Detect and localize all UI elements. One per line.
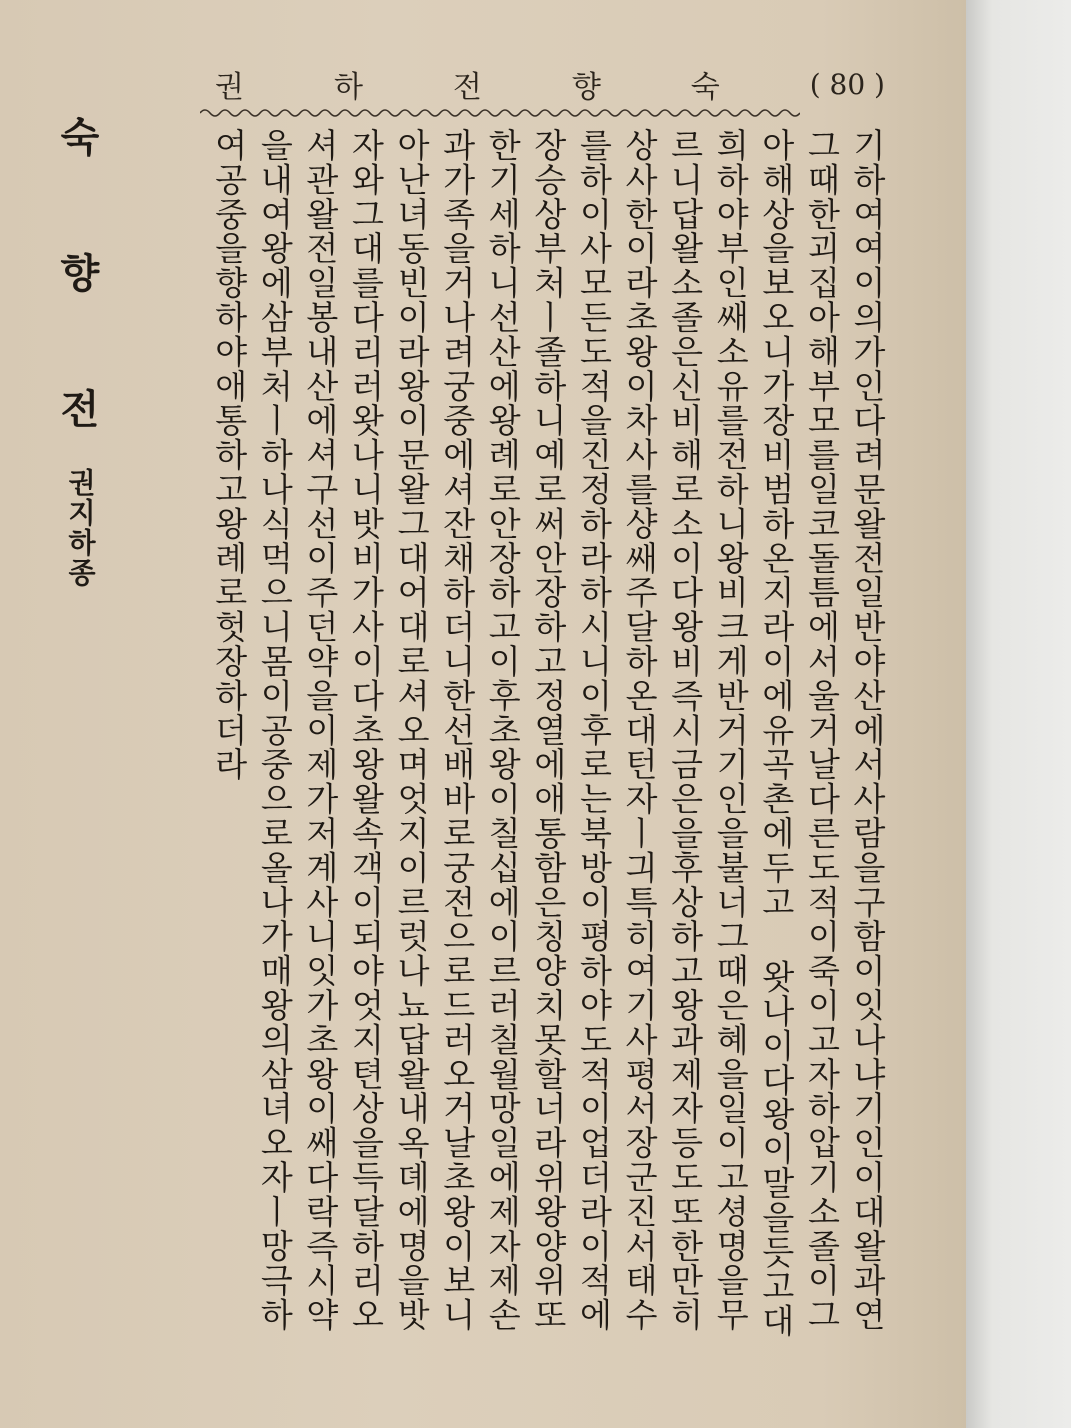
side-title-char: 전	[60, 386, 100, 433]
text-column: 을내여왕에삼부처ㅣ하나식먹으니몸이공중으로올나가매왕의삼녀오자ㅣ망극하	[255, 128, 295, 1332]
header-char: 향	[571, 70, 601, 105]
text-column: 그때한괴집아해부모를일코돌틈에서울거날다른도적이죽이고자하압기소졸이그	[802, 128, 842, 1332]
running-header	[215, 56, 885, 112]
side-title	[55, 114, 105, 588]
text-column: 기하여여이의가인다려문왈전일반야산에서사람을구함이잇나냐기인이대왈과연	[848, 128, 887, 1332]
text-column: 아해상을보오니가장비범하온지라이에유곡촌에두고 왓나이다왕이말을듯고대	[756, 128, 796, 1338]
header-char: 숙	[690, 70, 720, 105]
text-column: 아난녀동빈이라왕이문왈그대어대로셔오며엇지이르럿나뇨답왈내옥뎨에명을밧	[392, 128, 432, 1332]
text-column: 자와그대를다리러왓나니밧비가사이다초왕왈속객이되야엇지텬상을득달하리오	[346, 128, 386, 1332]
text-column: 희하야부인쌔소유를전하니왕비크게반거기인을불너그때은혜을일이고셩명을무	[711, 128, 751, 1332]
side-subtitle: 권지하종	[64, 468, 97, 588]
text-column: 한기세하니선산에왕례로안장하고이후초왕이칠십에이르러칠월망일에제자제손	[483, 128, 523, 1332]
header-char: 하	[333, 70, 363, 105]
wavy-divider	[200, 106, 800, 120]
text-column: 르니답왈소졸은신비해로소이다왕비즉시금은을후상하고왕과제자등도또한만히	[665, 128, 705, 1332]
text-column: 장승상부처ㅣ졸하니예로써안장하고정열에애통함은칭양치못할너라위왕양위또	[528, 128, 568, 1332]
text-column: 셔관왈전일봉내산에셔구선이주던약을이제가저계사니잇가초왕이쌔다락즉시약	[300, 128, 340, 1332]
text-column: 여공중을향하야애통하고왕례로헛장하더라	[209, 128, 249, 782]
header-char: 권	[215, 70, 244, 105]
side-title-char: 숙	[60, 114, 100, 161]
text-column: 과가족을거나려궁중에셔잔채하더니한선배바로궁전으로드러오거날초왕이보니	[437, 128, 477, 1332]
header-char: 전	[452, 70, 482, 105]
body-text	[180, 128, 890, 1418]
page-number: ( 80 )	[809, 67, 885, 101]
background-surface	[966, 0, 1071, 1428]
text-column: 상사한이라초왕이차사를샹쌔주달하온대턴자ㅣ긔특히여기사평서장군진서태수	[620, 128, 660, 1332]
text-column: 를하이사모든도적을진정하라하시니이후로는북방이평하야도적이업더라이적에	[574, 128, 614, 1332]
side-title-char: 향	[60, 250, 100, 297]
